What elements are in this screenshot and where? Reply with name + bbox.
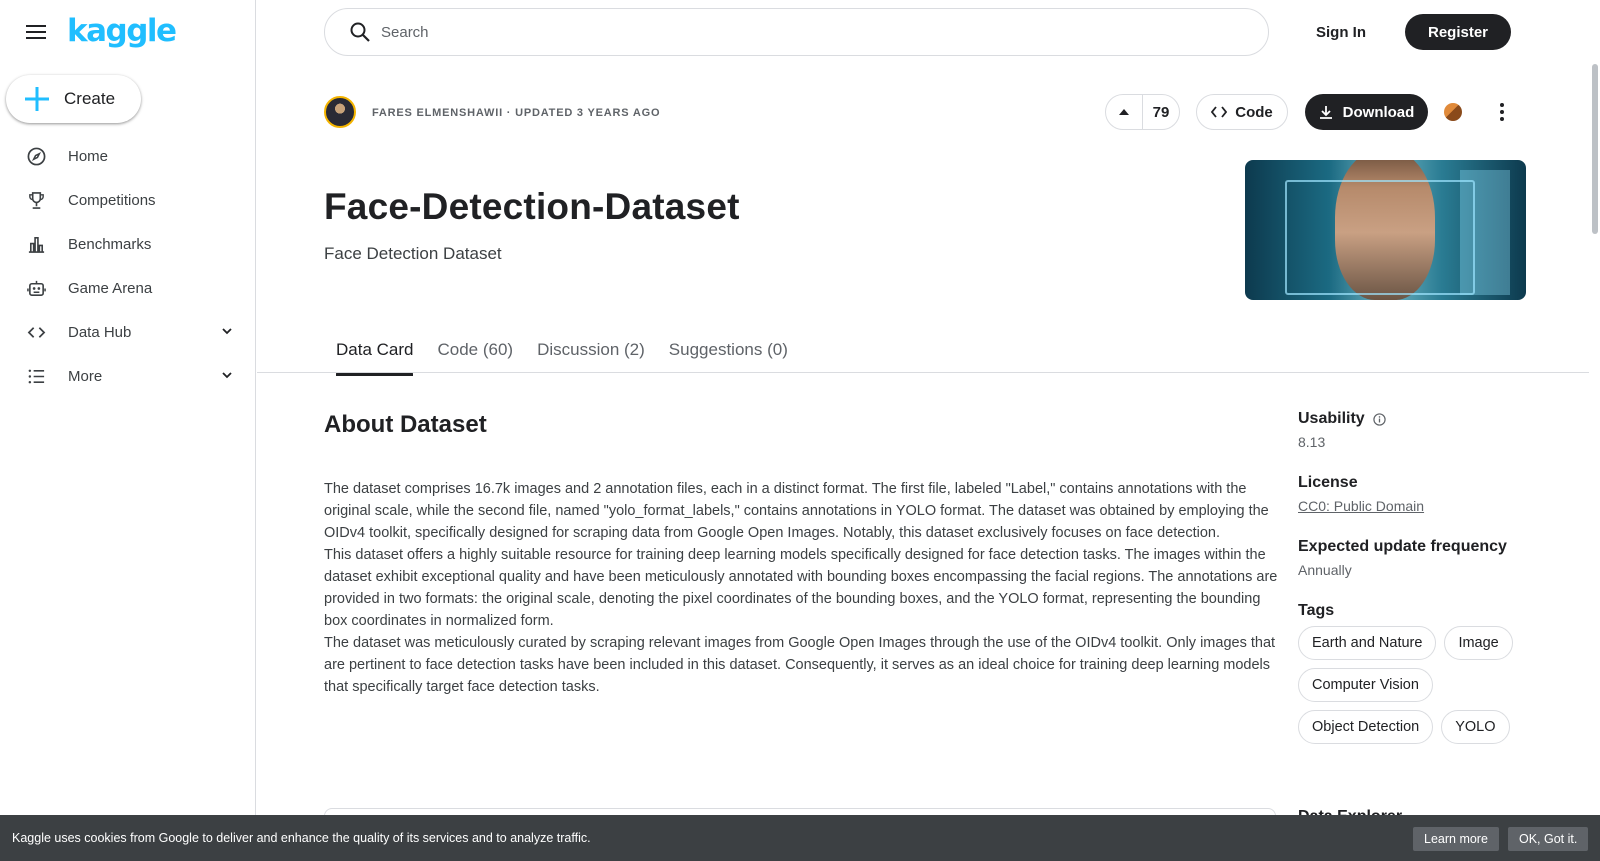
scrollbar-thumb[interactable] bbox=[1592, 64, 1598, 234]
robot-icon bbox=[26, 278, 46, 298]
owner-updated-line: FARES ELMENSHAWII · UPDATED 3 YEARS AGO bbox=[372, 107, 661, 119]
search-bar[interactable] bbox=[324, 8, 1269, 56]
sidebar-item-home[interactable] bbox=[0, 134, 256, 178]
tag-computer-vision[interactable]: Computer Vision bbox=[1298, 668, 1433, 702]
cookie-banner bbox=[0, 815, 1600, 861]
info-icon[interactable] bbox=[1373, 413, 1386, 426]
license-link[interactable]: CC0: Public Domain bbox=[1298, 498, 1425, 514]
create-label: Create bbox=[64, 89, 116, 108]
bronze-medal-icon[interactable] bbox=[1444, 103, 1462, 121]
create-button[interactable] bbox=[6, 75, 141, 123]
license-heading: License bbox=[1298, 474, 1358, 491]
sidebar-nav bbox=[0, 134, 256, 398]
code-icon bbox=[1211, 106, 1227, 118]
upvote-button[interactable] bbox=[1106, 95, 1143, 129]
bar-chart-icon bbox=[26, 234, 46, 254]
sidebar-item-label: Game Arena bbox=[68, 279, 153, 297]
search-icon bbox=[349, 21, 371, 43]
about-heading: About Dataset bbox=[324, 411, 487, 438]
download-button[interactable] bbox=[1305, 94, 1428, 130]
metadata-panel bbox=[1298, 410, 1568, 744]
tag-image[interactable]: Image bbox=[1444, 626, 1512, 660]
sidebar-item-competitions[interactable] bbox=[0, 178, 256, 222]
sidebar-item-label: Home bbox=[68, 147, 109, 165]
usability-heading bbox=[1298, 410, 1568, 428]
list-icon bbox=[26, 366, 46, 386]
tab-suggestions[interactable]: Suggestions (0) bbox=[668, 340, 788, 359]
cookie-message: Kaggle uses cookies from Google to deliver and enhance the quality of its services and to analyze traffic. bbox=[12, 831, 591, 845]
download-icon bbox=[1319, 105, 1333, 119]
update-frequency-heading: Expected update frequency bbox=[1298, 538, 1507, 555]
code-button[interactable] bbox=[1196, 94, 1288, 130]
compass-icon bbox=[26, 146, 46, 166]
cookie-ok-button[interactable]: OK, Got it. bbox=[1508, 827, 1588, 851]
sidebar-item-benchmarks[interactable] bbox=[0, 222, 256, 266]
sidebar-item-label: More bbox=[68, 367, 103, 385]
sign-in-button[interactable]: Sign In bbox=[1316, 23, 1366, 41]
sidebar-item-game-arena[interactable] bbox=[0, 266, 256, 310]
tag-earth-and-nature[interactable]: Earth and Nature bbox=[1298, 626, 1436, 660]
sidebar-item-label: Data Hub bbox=[68, 323, 132, 341]
dataset-title: Face-Detection-Dataset bbox=[324, 186, 740, 227]
trophy-icon bbox=[26, 190, 46, 210]
tab-code[interactable]: Code (60) bbox=[437, 340, 514, 359]
code-icon bbox=[26, 322, 46, 342]
dataset-tabs bbox=[324, 330, 800, 374]
code-button-label: Code bbox=[1235, 103, 1273, 121]
tag-list bbox=[1298, 626, 1538, 744]
tag-object-detection[interactable]: Object Detection bbox=[1298, 710, 1433, 744]
avatar[interactable] bbox=[324, 96, 356, 128]
tabs-divider bbox=[257, 372, 1589, 373]
tab-discussion[interactable]: Discussion (2) bbox=[537, 340, 645, 359]
tags-heading: Tags bbox=[1298, 602, 1335, 619]
search-input[interactable] bbox=[381, 24, 1181, 41]
usability-label: Usability bbox=[1298, 410, 1365, 427]
dataset-subtitle: Face Detection Dataset bbox=[324, 244, 502, 263]
kaggle-logo[interactable]: kaggle bbox=[67, 13, 176, 49]
sidebar-item-label: Benchmarks bbox=[68, 235, 152, 253]
tag-yolo[interactable]: YOLO bbox=[1441, 710, 1509, 744]
sidebar bbox=[0, 0, 256, 861]
usability-value: 8.13 bbox=[1298, 434, 1326, 450]
learn-more-button[interactable]: Learn more bbox=[1413, 827, 1499, 851]
upvote-count: 79 bbox=[1152, 103, 1170, 121]
sidebar-item-data-hub[interactable] bbox=[0, 310, 256, 354]
sidebar-item-more[interactable] bbox=[0, 354, 256, 398]
upvote-widget bbox=[1105, 94, 1180, 130]
download-button-label: Download bbox=[1342, 103, 1415, 121]
description-paragraph: This dataset offers a highly suitable resource for training deep learning models specifically designed for face detection tasks. The images within the dataset exhibit exceptional quality and have been meticulously annotated with bounding boxes encompassing the facial regions. The annotations are provided in two formats: the original scale, denoting the pixel coordinates of the bounding boxes, and the YOLO format, representing the bounding box coordinates in normalized form. bbox=[324, 547, 1278, 629]
more-options-icon[interactable] bbox=[1490, 98, 1514, 126]
description-paragraph: The dataset was meticulously curated by scraping relevant images from Google Open Images through the use of the OIDv4 toolkit. Only images that are pertinent to face detection tasks have been included in this dataset. Consequently, it serves as an ideal choice for training deep learning models that specifically target face detection tasks. bbox=[324, 635, 1276, 695]
description-paragraph: The dataset comprises 16.7k images and 2 annotation files, each in a distinct format. The first file, labeled "Label," contains annotations with the original scale, while the second file, named "yolo_format_labels," contains annotations in YOLO format. The dataset was obtained by employing the OIDv4 toolkit, specifically designed for scraping data from Google Open Images. Notably, this dataset exclusively focuses on face detection. bbox=[324, 481, 1269, 541]
dataset-cover-image bbox=[1245, 160, 1526, 300]
sidebar-item-label: Competitions bbox=[68, 191, 156, 209]
chevron-down-icon[interactable] bbox=[220, 324, 234, 338]
register-button[interactable]: Register bbox=[1405, 14, 1511, 50]
caret-up-icon bbox=[1118, 108, 1130, 116]
chevron-down-icon[interactable] bbox=[220, 368, 234, 382]
tab-data-card[interactable]: Data Card bbox=[324, 330, 425, 374]
plus-icon bbox=[24, 86, 50, 112]
hamburger-menu-icon[interactable] bbox=[22, 20, 50, 44]
dataset-description bbox=[324, 478, 1279, 698]
update-frequency-value: Annually bbox=[1298, 562, 1352, 578]
